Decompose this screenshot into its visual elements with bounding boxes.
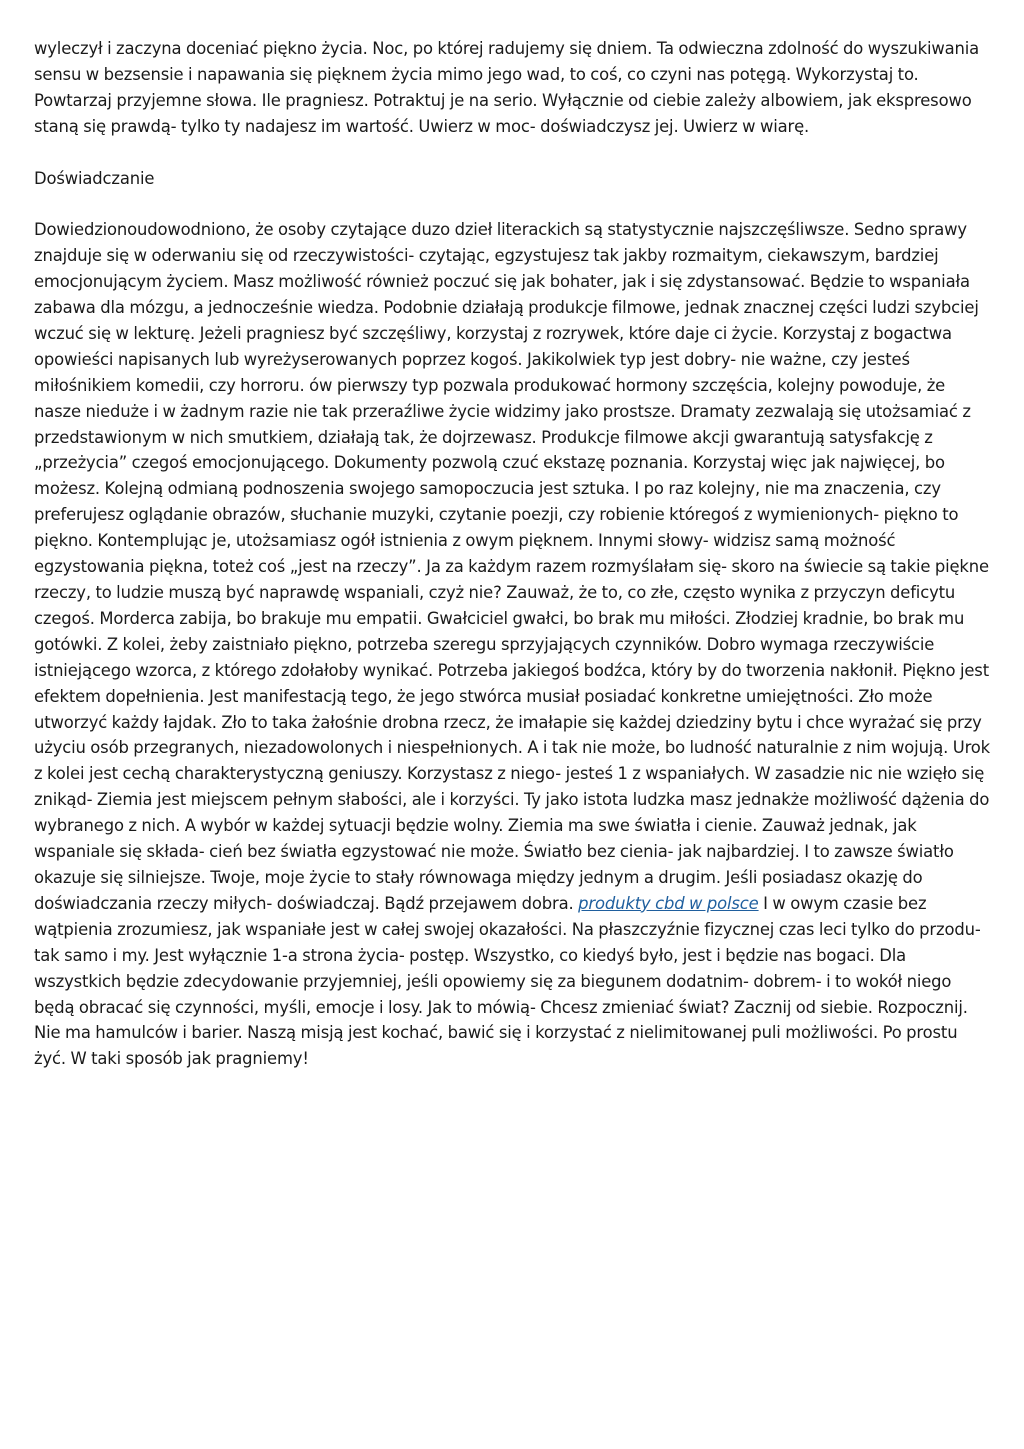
body-paragraph	[34, 217, 992, 1072]
section-heading: Doświadczanie	[34, 168, 155, 188]
body-text-before-link: Dowiedzionoudowodniono, że osoby czytające duzo dzieł literackich są statystycznie najszczęśliwsze. Sedno sprawy znajduje się w oderwaniu się od rzeczywistości- czytając, egzystujesz tak jakby rozmaitym, ciekawszym, bardziej emocjonującym życiem. Masz możliwość również poczuć się jak bohater, jak i się zdystansować. Będzie to wspaniała zabawa dla mózgu, a jednocześnie wiedza. Podobnie działają produkcje filmowe, jednak znacznej części ludzi szybciej wczuć się w lekturę. Jeżeli pragniesz być szczęśliwy, korzystaj z rozrywek, które daje ci życie. Korzystaj z bogactwa opowieści napisanych lub wyreżyserowanych poprzez kogoś. Jakikolwiek typ jest dobry- nie ważne, czy jesteś miłośnikiem komedii, czy horroru. ów pierwszy typ pozwala produkować hormony szczęścia, kolejny powoduje, że nasze nieduże i w żadnym razie nie tak przeraźliwe życie widzimy jako prostsze. Dramaty zezwalają się utożsamiać z przedstawionym w nich smutkiem, działają tak, że dojrzewasz. Produkcje filmowe akcji gwarantują satysfakcję z „przeżycia” czegoś emocjonującego. Dokumenty pozwolą czuć ekstazę poznania. Korzystaj więc jak najwięcej, bo możesz. Kolejną odmianą podnoszenia swojego samopoczucia jest sztuka. I po raz kolejny, nie ma znaczenia, czy preferujesz oglądanie obrazów, słuchanie muzyki, czytanie poezji, czy robienie któregoś z wymienionych- piękno to piękno. Kontemplując je, utożsamiasz ogół istnienia z owym pięknem. Innymi słowy- widzisz samą możność egzystowania piękna, toteż coś „jest na rzeczy”. Ja za każdym razem rozmyślałam się- skoro na świecie są takie piękne rzeczy, to ludzie muszą być naprawdę wspaniali, czyż nie? Zauważ, że to, co złe, często wynika z przyczyn deficytu czegoś. Morderca zabija, bo brakuje mu empatii. Gwałciciel gwałci, bo brak mu miłości. Złodziej kradnie, bo brak mu gotówki. Z kolei, żeby zaistniało piękno, potrzeba szeregu sprzyjających czynników. Dobro wymaga rzeczywiście istniejącego wzorca, z którego zdołałoby wynikać. Potrzeba jakiegoś bodźca, który by do tworzenia nakłonił. Piękno jest efektem dopełnienia. Jest manifestacją tego, że jego stwórca musiał posiadać konkretne umiejętności. Zło może utworzyć każdy łajdak. Zło to taka żałośnie drobna rzecz, że imałapie się każdej dziedziny bytu i chce wyrażać się przy użyciu osób przegranych, niezadowolonych i niespełnionych. A i tak nie może, bo ludność naturalnie z nim wojują. Urok z kolei jest cechą charakterystyczną geniuszy. Korzystasz z niego- jesteś 1 z wspaniałych. W zasadzie nic nie wzięło się znikąd- Ziemia jest miejscem pełnym słabości, ale i korzyści. Ty jako istota ludzka masz jednakże możliwość dążenia do wybranego z nich. A wybór w każdej sytuacji będzie wolny. Ziemia ma swe światła i cienie. Zauważ jednak, jak wspaniale się składa- cień bez światła egzystować nie może. Światło bez cienia- jak najbardziej. I to zawsze światło okazuje się silniejsze. Twoje, moje życie to stały równowaga między jednym a drugim. Jeśli posiadasz okazję do doświadczania rzeczy miłych- doświadczaj. Bądź przejawem dobra.	[34, 220, 991, 913]
document-page	[34, 36, 992, 1098]
body-text-after-link: I w owym czasie bez wątpienia zrozumiesz, jak wspaniałe jest w całej swojej okazałości. Na płaszczyźnie fizycznej czas leci tylko do przodu- tak samo i my. Jest wyłącznie 1-a strona życia- postęp. Wszystko, co kiedyś było, jest i będzie nas bogaci. Dla wszystkich będzie zdecydowanie przyjemniej, jeśli opowiemy się za biegunem dodatnim- dobrem- i to wokół niego będą obracać się czynności, myśli, emocje i losy. Jak to mówią- Chcesz zmieniać świat? Zacznij od siebie. Rozpocznij. Nie ma hamulców i barier. Naszą misją jest kochać, bawić się i korzystać z nielimitowanej puli możliwości. Po prostu żyć. W taki sposób jak pragniemy!	[34, 893, 981, 1069]
intro-paragraph: wyleczył i zaczyna doceniać piękno życia. Noc, po której radujemy się dniem. Ta odwieczna zdolność do wyszukiwania sensu w bezsensie i napawania się pięknem życia mimo jego wad, to coś, co czyni nas potęgą. Wykorzystaj to. Powtarzaj przyjemne słowa. Ile pragniesz. Potraktuj je na serio. Wyłącznie od ciebie zależy albowiem, jak ekspresowo staną się prawdą- tylko ty nadajesz im wartość. Uwierz w moc- doświadczysz jej. Uwierz w wiarę.	[34, 39, 980, 136]
cbd-products-link[interactable]: produkty cbd w polsce	[578, 893, 759, 913]
